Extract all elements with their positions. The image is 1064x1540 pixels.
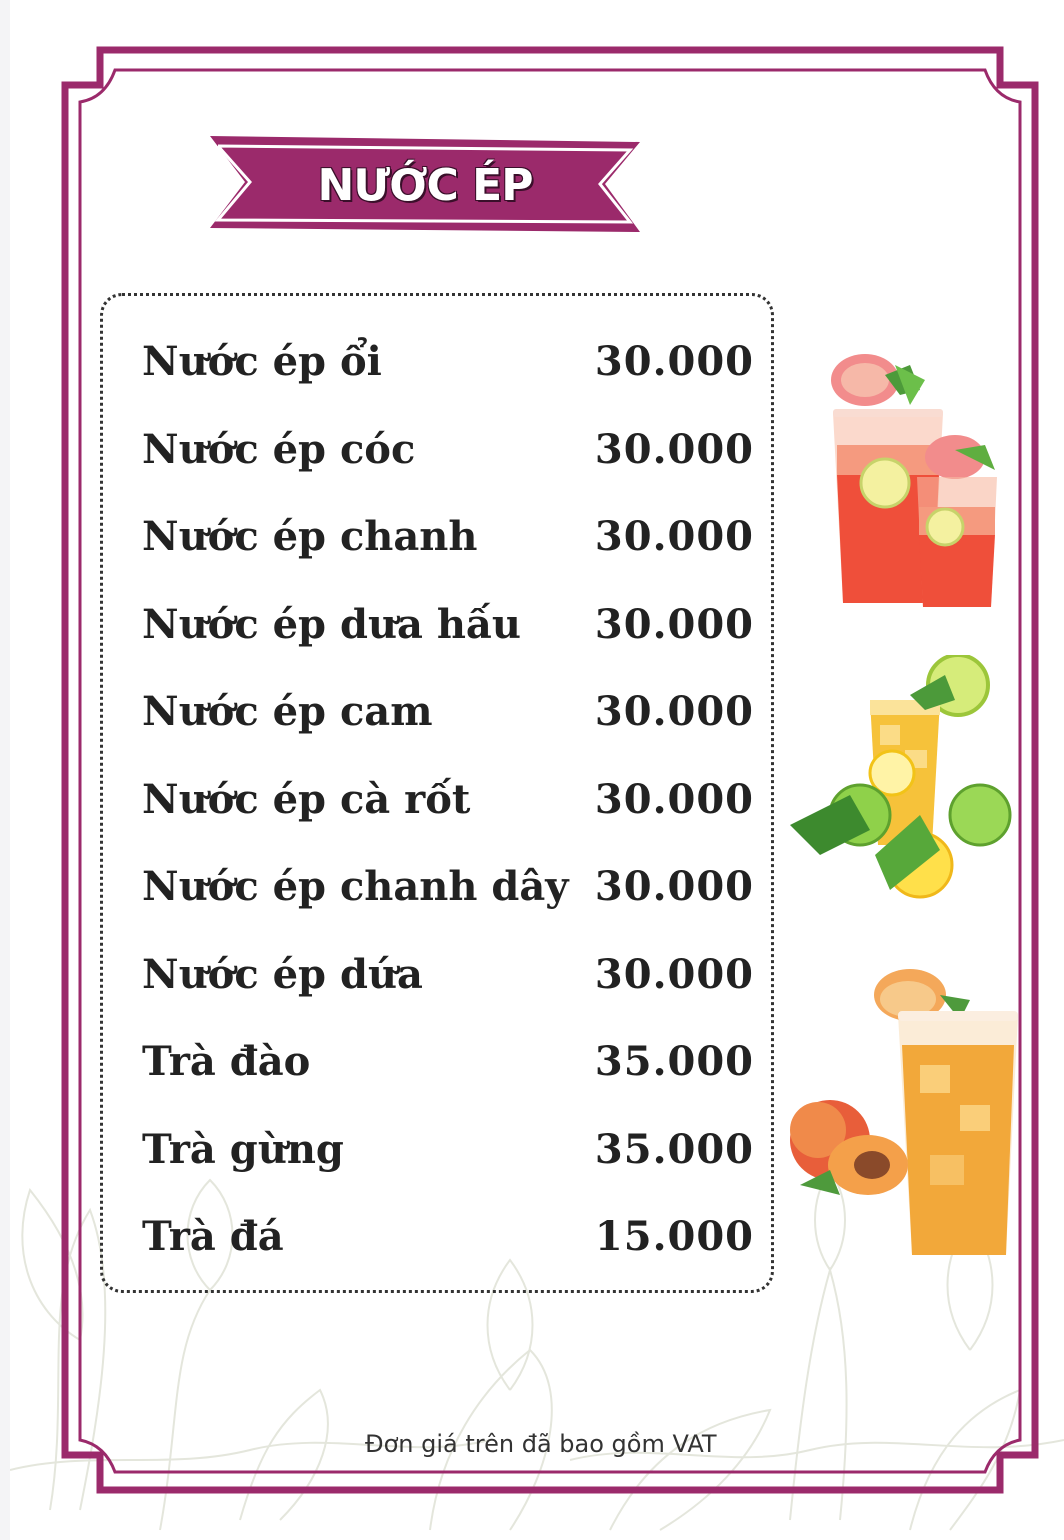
menu-item	[142, 1106, 754, 1194]
peach-tea-icon	[780, 965, 1030, 1265]
menu-item	[142, 581, 754, 669]
menu-item	[142, 406, 754, 494]
menu-item	[142, 1018, 754, 1106]
item-name: Nước ép chanh dây	[142, 863, 569, 911]
menu-item	[142, 843, 754, 931]
page-title: NƯỚC ÉP	[317, 159, 533, 211]
menu-item	[142, 1193, 754, 1281]
item-price: 30.000	[594, 513, 754, 561]
menu-list	[142, 318, 754, 1281]
item-price: 30.000	[594, 863, 754, 911]
menu-item	[142, 668, 754, 756]
item-price: 30.000	[594, 425, 754, 473]
item-name: Trà đá	[142, 1213, 284, 1261]
item-name: Nước ép dứa	[142, 950, 423, 998]
item-price: 30.000	[594, 950, 754, 998]
footer-note: Đơn giá trên đã bao gồm VAT	[365, 1430, 717, 1458]
item-price: 15.000	[594, 1213, 754, 1261]
menu-item	[142, 756, 754, 844]
lemon-tea-icon	[780, 655, 1020, 910]
menu-item	[142, 493, 754, 581]
item-name: Trà đào	[142, 1038, 311, 1086]
item-price: 30.000	[594, 688, 754, 736]
menu-item	[142, 318, 754, 406]
item-price: 30.000	[594, 338, 754, 386]
guava-juice-icon	[815, 335, 1005, 620]
item-name: Nước ép chanh	[142, 513, 478, 561]
item-name: Nước ép cà rốt	[142, 775, 471, 823]
item-price: 30.000	[594, 600, 754, 648]
item-name: Nước ép ổi	[142, 338, 382, 386]
item-name: Nước ép cóc	[142, 425, 416, 473]
menu-item	[142, 931, 754, 1019]
item-name: Trà gừng	[142, 1125, 344, 1173]
item-name: Nước ép dưa hấu	[142, 600, 521, 648]
item-price: 30.000	[594, 775, 754, 823]
item-price: 35.000	[594, 1038, 754, 1086]
item-name: Nước ép cam	[142, 688, 433, 736]
menu-page	[10, 0, 1064, 1540]
item-price: 35.000	[594, 1125, 754, 1173]
